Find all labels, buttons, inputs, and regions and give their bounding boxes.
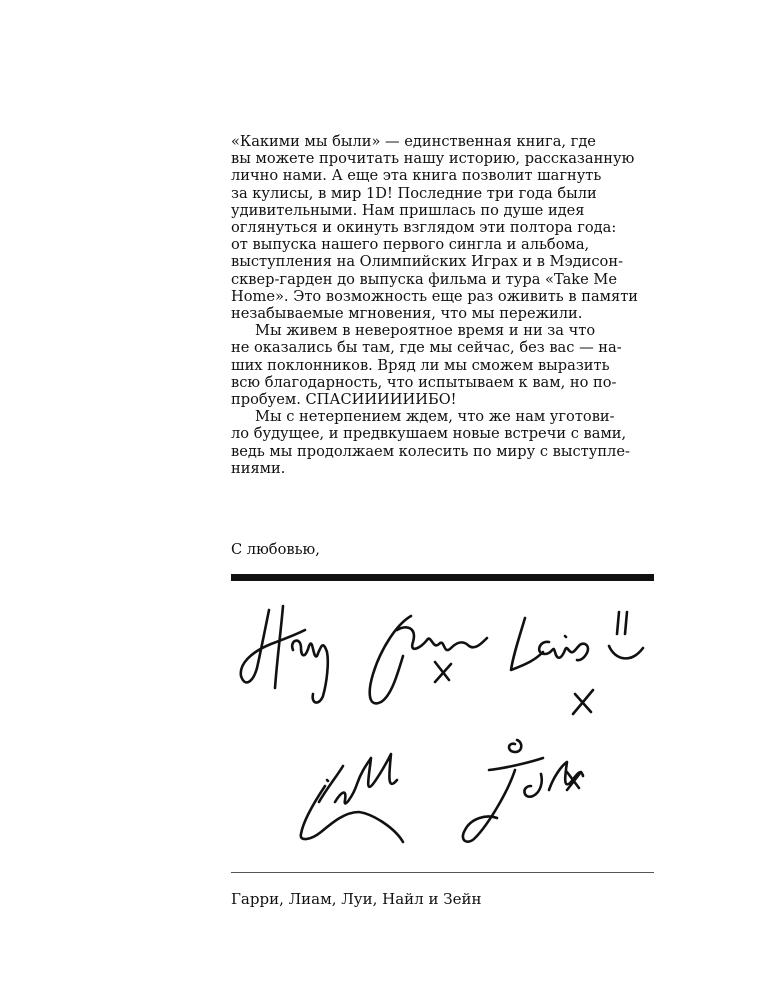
letter-line: не оказались бы там, где мы сейчас, без вас — на- [231, 339, 622, 357]
band-signatures [231, 590, 654, 865]
letter-body [231, 133, 661, 477]
letter-line: ведь мы продолжаем колесить по миру с выступле- [231, 442, 630, 460]
closing-phrase: С любовью, [231, 541, 320, 558]
letter-line: оглянуться и окинуть взглядом эти полтора года: [231, 219, 617, 237]
letter-line: «Какими мы были» — единственная книга, где [231, 133, 596, 150]
letter-line: сквер-гарден до выпуска фильма и тура «Take Me [231, 270, 617, 288]
signature-liam [370, 616, 487, 703]
letter-line: Мы живем в невероятное время и ни за что [255, 322, 596, 340]
signature-top-rule [231, 574, 654, 581]
letter-line: за кулисы, в мир 1D! Последние три года были [231, 184, 597, 202]
letter-line: вы можете прочитать нашу историю, рассказанную [231, 150, 635, 168]
letter-line: ниями. [231, 459, 286, 477]
signature-niall [301, 754, 403, 842]
letter-line: лично нами. А еще эта книга позволит шагнуть [231, 167, 602, 185]
letter-line: Мы с нетерпением ждем, что же нам уготови- [255, 408, 615, 426]
letter-line: выступления на Олимпийских Играх и в Мэдисон- [231, 253, 624, 271]
letter-line: пробуем. СПАСИИИИИИБО! [231, 391, 457, 409]
band-member-names: Гарри, Лиам, Луи, Найл и Зейн [231, 890, 482, 908]
signature-louis [511, 612, 643, 714]
letter-line: всю благодарность, что испытываем к вам, но по- [231, 373, 617, 391]
letter-line: удивительными. Нам пришлась по душе идея [231, 201, 585, 219]
signature-harry [241, 606, 328, 703]
letter-line: ло будущее, и предвкушаем новые встречи с вами, [231, 425, 627, 443]
letter-line: незабываемые мгновения, что мы пережили. [231, 305, 583, 323]
letter-line: от выпуска нашего первого сингла и альбома, [231, 236, 590, 254]
signature-bottom-rule [231, 872, 654, 873]
letter-line: Home». Это возможность еще раз оживить в памяти [231, 287, 639, 305]
signature-zayn [463, 740, 583, 842]
letter-line: ших поклонников. Вряд ли мы сможем выразить [231, 356, 610, 374]
